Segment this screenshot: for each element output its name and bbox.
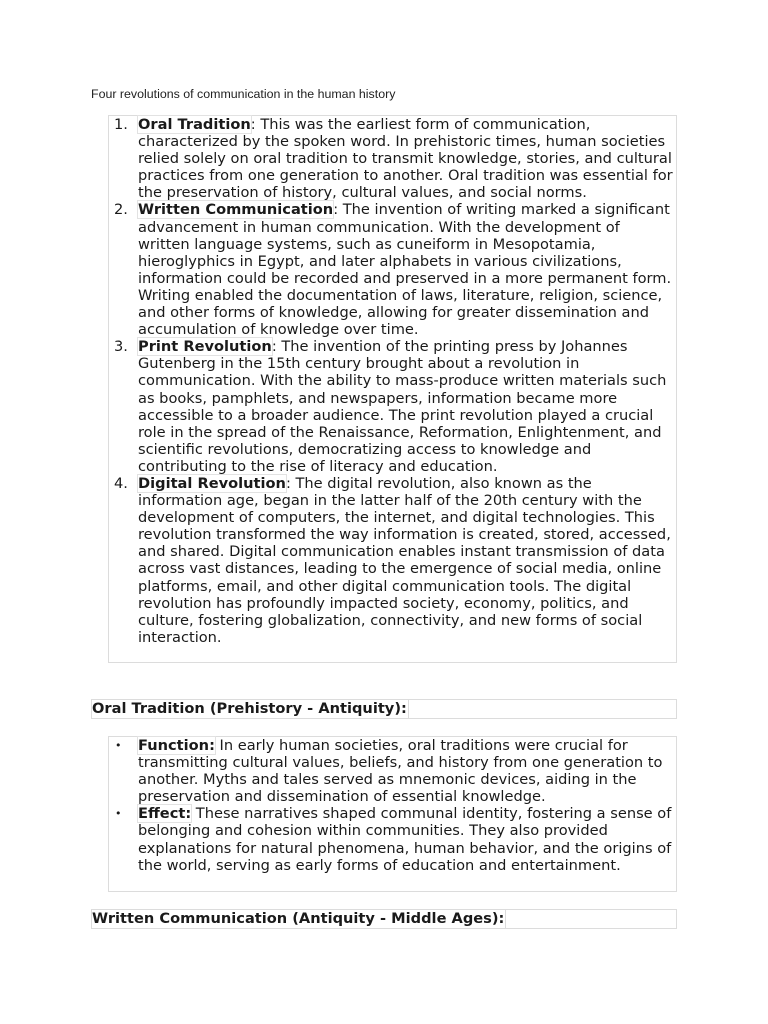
item-term: Print Revolution — [138, 338, 272, 356]
list-item-print-revolution — [109, 338, 676, 475]
item-term: Written Communication — [138, 201, 334, 219]
item-text: In early human societies, oral traditions were crucial for transmitting cultural values, beliefs, and history from one generation to another. Myths and tales served as mnemonic devices, aiding in the preservation and dissemination of essential knowledge. — [138, 737, 663, 806]
item-text: : The invention of the printing press by Johannes Gutenberg in the 15th century brought about a revolution in communication. With the ability to mass-produce written materials such as books, pamphlets, and newspapers, information became more accessible to a broader audience. The print revolution played a crucial role in the spread of the Renaissance, Reformation, Enlightenment, and scientific revolutions, democratizing access to knowledge and contributing to the rise of literacy and education. — [138, 338, 667, 475]
revolutions-list — [109, 116, 676, 646]
list-number: 2. — [114, 201, 128, 219]
section-heading-text: Written Communication (Antiquity - Middle Ages): — [92, 910, 505, 927]
item-text: : This was the earliest form of communication, characterized by the spoken word. In prehistoric times, human societies relied solely on oral tradition to transmit knowledge, stories, and cultural practices from one generation to another. Oral tradition was essential for the preservation of history, cultural values, and social norms. — [138, 116, 673, 202]
oral-tradition-heading — [91, 699, 677, 719]
item-term: Digital Revolution — [138, 474, 286, 492]
item-term: Function: — [138, 737, 215, 754]
list-number: 4. — [114, 474, 128, 492]
bullet-icon: • — [115, 739, 122, 752]
item-text: : The invention of writing marked a significant advancement in human communication. With the development of written language systems, such as cuneiform in Mesopotamia, hieroglyphics in Egypt, and later alphabets in various civilizations, information could be recorded and preserved in a more permanent form. Writing enabled the documentation of laws, literature, religion, science, and other forms of knowledge, allowing for greater dissemination and accumulation of knowledge over time. — [138, 201, 672, 339]
list-item-digital-revolution — [109, 475, 676, 646]
oral-tradition-points-box — [108, 736, 677, 892]
item-term: Oral Tradition — [138, 116, 251, 133]
item-text: These narratives shaped communal identity, fostering a sense of belonging and cohesion within communities. They also provided explanations for natural phenomena, human behavior, and the origins of the world, serving as early forms of education and entertainment. — [138, 805, 672, 874]
document-title: Four revolutions of communication in the human history — [91, 87, 396, 101]
revolutions-list-box — [108, 115, 677, 663]
oral-tradition-points — [109, 737, 676, 874]
item-text: : The digital revolution, also known as the information age, began in the latter half of the 20th century with the development of computers, the internet, and digital technologies. This revolution transformed the way information is created, stored, accessed, and shared. Digital communication enables instant transmission of data across vast distances, leading to the emergence of social media, online platforms, email, and other digital communication tools. The digital revolution has profoundly impacted society, economy, politics, and culture, fostering globalization, connectivity, and new forms of social interaction. — [138, 474, 671, 646]
list-item-effect — [109, 805, 676, 873]
written-communication-heading — [91, 909, 677, 929]
section-heading-text: Oral Tradition (Prehistory - Antiquity): — [92, 700, 407, 717]
list-number: 3. — [114, 338, 128, 356]
item-term: Effect: — [138, 805, 192, 823]
list-item-function — [109, 737, 676, 805]
list-item-oral-tradition — [109, 116, 676, 201]
list-item-written-communication — [109, 201, 676, 338]
list-number: 1. — [114, 116, 128, 133]
bullet-icon: • — [115, 807, 122, 821]
